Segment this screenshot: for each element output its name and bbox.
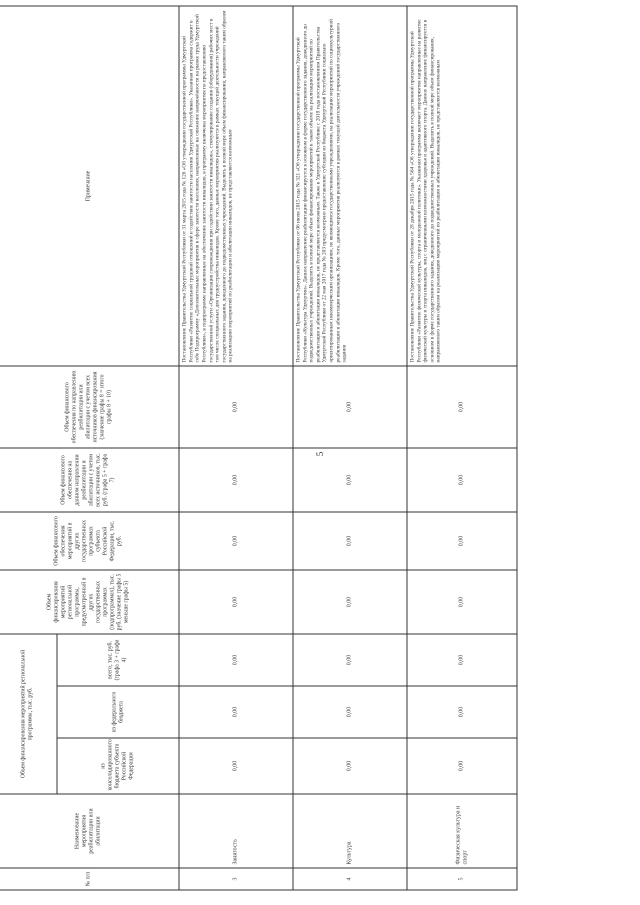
header-note: Примечание — [0, 6, 179, 366]
table-row — [407, 6, 517, 890]
header-other-rf-programs: Объем финансового обеспечения мероприятий в других государственных программах субъекта Российской Федерации, тыс. руб. — [0, 512, 179, 570]
cell-consolidated: 0,00 — [407, 738, 517, 794]
cell-other-programs: 0,00 — [407, 570, 517, 634]
page-number: 5 — [315, 451, 325, 457]
cell-volume-direction: 0,00 — [293, 448, 407, 512]
row-no: 3 — [179, 868, 293, 890]
cell-total: 0,00 — [293, 634, 407, 686]
row-name: Физическая культура и спорт — [407, 794, 517, 868]
cell-other-programs: 0,00 — [179, 570, 293, 634]
cell-volume-reab: 0,00 — [407, 366, 517, 448]
row-name: Занятость — [179, 794, 293, 868]
cell-volume-reab: 0,00 — [179, 366, 293, 448]
header-consolidated: из консолидированного бюджета субъекта Российской Федерации — [57, 738, 179, 794]
cell-consolidated: 0,00 — [179, 738, 293, 794]
cell-volume-direction: 0,00 — [407, 448, 517, 512]
cell-federal: 0,00 — [179, 686, 293, 738]
cell-note: Постановление Правительства Удмуртской Республики от 28 декабря 2015 года № 564 «Об утверждении государственной программы Удмуртской Республики «Развитие физической культуры, спорта и молодежной политики». Указанная программа включает мероприятия направленные на развитие физической культуры и спорта инвалидов, лиц с ограниченными возможностями здоровья и адаптивного спорта. Данное направление финансируется в основном в форме государственного задания, доведенного до подведомственных учреждений. Выделить в полной мере объем финансирования, направляемого таким образом на реализацию мероприятий по реабилитации и абилитации инвалидов, не представляется возможным — [407, 6, 517, 366]
cell-federal: 0,00 — [293, 686, 407, 738]
header-volume-direction: Объем финансового обеспечения на данном направлении реабилитации и абилитации с учетом всех источников, тыс. руб. (графа 5 + графа 7) — [0, 448, 179, 512]
cell-volume-direction: 0,00 — [179, 448, 293, 512]
cell-consolidated: 0,00 — [293, 738, 407, 794]
cell-other-rf-programs: 0,00 — [407, 512, 517, 570]
cell-other-programs: 0,00 — [293, 570, 407, 634]
cell-other-rf-programs: 0,00 — [293, 512, 407, 570]
financing-table — [0, 6, 518, 891]
header-no: № п/п — [0, 868, 179, 890]
rotated-table-sheet — [0, 6, 518, 891]
header-federal: из федерального бюджета — [57, 686, 179, 738]
header-name: Наименование мероприятия реабилитации или абилитации — [0, 794, 179, 868]
table-row — [293, 6, 407, 890]
header-volume-group: Объем финансирования мероприятий региональной программы, тыс. руб. — [0, 634, 57, 794]
row-no: 4 — [293, 868, 407, 890]
row-no: 5 — [407, 868, 517, 890]
cell-total: 0,00 — [179, 634, 293, 686]
row-name: Культура — [293, 794, 407, 868]
header-other-programs: Объем финансирования мероприятий региональной программы, предусмотренный в других государственных программах (подпрограммах), тыс. руб. (значение графы 5 меньше графы 5) — [0, 570, 179, 634]
cell-volume-reab: 0,00 — [293, 366, 407, 448]
cell-federal: 0,00 — [407, 686, 517, 738]
cell-total: 0,00 — [407, 634, 517, 686]
header-volume-reab: Объем финансового обеспечения по направлению реабилитации или абилитации с учетом всех источников финансирования (значение графы 8 = итого графы 8 + 10) — [0, 366, 179, 448]
table-row — [179, 6, 293, 890]
header-total: всего, тыс. руб. (графа 3 + графа 4) — [57, 634, 179, 686]
cell-note: Постановление Правительства Удмуртской Республики от 31 марта 2015 года № 126 «Об утверждении государственной программы Удмуртской Республики «Развитие социальной трудовой отношений и содействие занятости населения Удмуртской Республики». Указанная программа содержит в себе Подпрограмму «Дополнительные мероприятия в сфере занятости населения, направленные на снижение напряжённости на рынке труда Удмуртской Республики», в подпрограмме направленные на обеспечение занятости инвалидов, в программу включены мероприятия по предоставлению государственной услуги «Организация сопровождения при содействии занятости инвалидов», стимулирование создания (оборудования) рабочих мест в том числе специальных для трудоустройства инвалидов. Кроме того, данные мероприятия реализуются в рамках текущей деятельности учреждений государственного задания, доведенного до подведомственных учреждений. Выделить в полной мере объем финансирования, направляемого таким образом на реализацию мероприятий по реабилитации и абилитации инвалидов, не представляется возможным — [179, 6, 293, 366]
cell-note: Постановление Правительства Удмуртской Республики от 06 июля 2015 года № 321 «Об утверждении государственной программы Удмуртской Республики «Культура Удмуртии». Данное направление реабилитации финансируется в основном в форме государственного задания, доведенного до подведомственных учреждений. Выделить в полной мере объем финансирования мероприятий в таком объеме на реализацию мероприятий по реабилитации и абилитации инвалидов, не представляется возможным. Также в Удмуртской Республике с 2018 года постановлением Правительства Удмуртской Республики от 22 мая 2017 года № 203 предусмотрено предоставление субсидии из бюджета Удмуртской Республики социально ориентированным некоммерческим организациям, не являющимся государственными учреждениями, на реализацию мероприятий по социокультурной реабилитации и абилитации инвалидов. Кроме того, данные мероприятия реализуются в рамках текущей деятельности учреждений государственного задания — [293, 6, 407, 366]
cell-other-rf-programs: 0,00 — [179, 512, 293, 570]
